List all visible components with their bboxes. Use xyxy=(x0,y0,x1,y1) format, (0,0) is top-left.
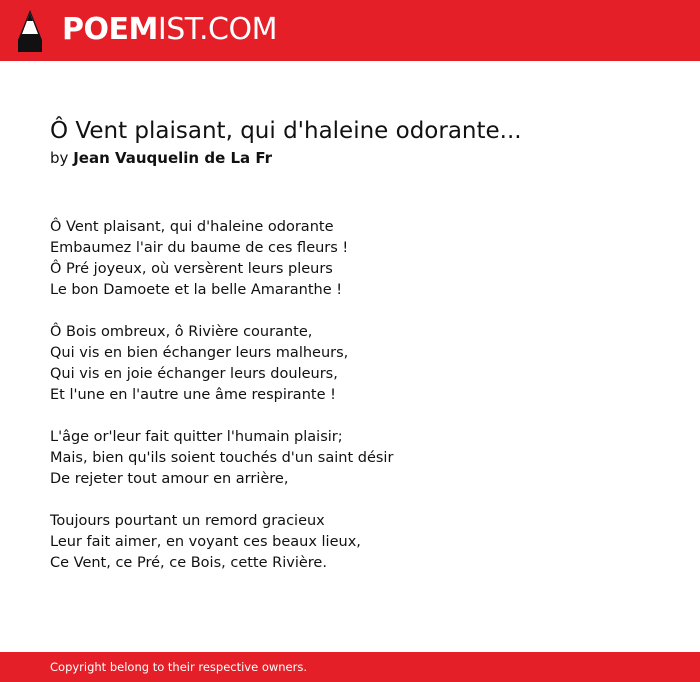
by-label: by xyxy=(50,149,69,167)
poem-line: Et l'une en l'autre une âme respirante ! xyxy=(50,387,336,403)
stanza xyxy=(50,322,670,406)
logo-brand-bold: POEM xyxy=(62,12,158,47)
logo-brand-light: IST.COM xyxy=(157,12,277,47)
poem-line: L'âge or'leur fait quitter l'humain plaisir; xyxy=(50,429,343,445)
site-footer xyxy=(0,652,700,682)
poem-line: Toujours pourtant un remord gracieux xyxy=(50,513,325,529)
author-name[interactable]: Jean Vauquelin de La Fr xyxy=(73,149,273,167)
poem-line: Ô Bois ombreux, ô Rivière courante, xyxy=(50,324,313,340)
poem-line: Mais, bien qu'ils soient touchés d'un saint désir xyxy=(50,450,394,466)
poem-byline xyxy=(50,148,670,169)
poem-line: Leur fait aimer, en voyant ces beaux lieux, xyxy=(50,534,361,550)
poem-line: Ce Vent, ce Pré, ce Bois, cette Rivière. xyxy=(50,555,327,571)
poem-line: Embaumez l'air du baume de ces fleurs ! xyxy=(50,240,349,256)
stanza xyxy=(50,427,670,490)
poem-line: De rejeter tout amour en arrière, xyxy=(50,471,289,487)
poem-line: Qui vis en bien échanger leurs malheurs, xyxy=(50,345,349,361)
stanza xyxy=(50,511,670,574)
site-header xyxy=(0,0,700,61)
copyright-text: Copyright belong to their respective owners. xyxy=(50,660,308,674)
stanza xyxy=(50,217,670,301)
poem-line: Ô Vent plaisant, qui d'haleine odorante xyxy=(50,219,334,235)
poem-body xyxy=(50,217,670,574)
poem-line: Ô Pré joyeux, où versèrent leurs pleurs xyxy=(50,261,333,277)
poem-line: Le bon Damoete et la belle Amaranthe ! xyxy=(50,282,343,298)
poem-content xyxy=(50,116,670,595)
pencil-tip-icon[interactable] xyxy=(18,10,42,52)
poem-title: Ô Vent plaisant, qui d'haleine odorante... xyxy=(50,118,522,144)
site-logo-link[interactable] xyxy=(62,12,277,48)
poem-line: Qui vis en joie échanger leurs douleurs, xyxy=(50,366,338,382)
